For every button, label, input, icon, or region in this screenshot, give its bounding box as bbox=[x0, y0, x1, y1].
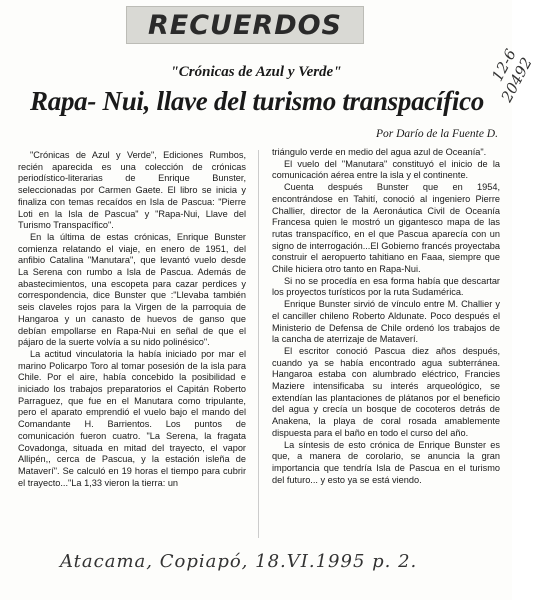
section-title: RECUERDOS bbox=[147, 9, 343, 41]
paragraph: "Crónicas de Azul y Verde", Ediciones Rumbos, recién aparecida es una colección de crónicas periodístico-literarias de Enrique Bunster, seleccionadas por Carmen Gaete. El libro se inicia y finaliza con temas recaídos en Isla de Pascua: "Pierre Loti en la Isla de Pascua" y "Rapa-Nui, Llave del Turismo Transpacífico". bbox=[18, 150, 246, 231]
paragraph: Enrique Bunster sirvió de vínculo entre M. Challier y el canciller chileno Roberto Aldunate. Poco después el Ministerio de Defensa de Chile ordenó los trabajos de la cancha de aterrizaje de Mataverí. bbox=[272, 299, 500, 345]
paragraph: El escritor conoció Pascua diez años después, cuando ya se había encontrado agua subterránea. Hangaroa estaba con alumbrado eléctrico, Francies Maziere intensificaba su interés arqueológico, se extendían las plantaciones de plátanos por el beneficio del agua y crecía un bosque de cocoteros detrás de Anakena, la playa de coral rosada amablemente dispuesta para el baño en todo el curso del año. bbox=[272, 345, 500, 438]
article-column-right bbox=[272, 147, 500, 542]
handwritten-note-top: 12-6 20492 bbox=[488, 46, 536, 106]
paragraph: triángulo verde en medio del agua azul de Oceanía". bbox=[272, 147, 487, 157]
paragraph: Si no se procedía en esa forma había que descartar los proyectos turísticos por la ruta Sudamérica. bbox=[272, 275, 500, 298]
paragraph: La actitud vinculatoria la había iniciado por mar el marino Policarpo Toro al tomar posesión de la isla para Chile. Por el aire, había concebido la posibilidad e iniciado los trabajos preparatorios el Capitán Roberto Parraguez, que fue en el Manutara como tripulante, pero el aparato emprendió el vuelo bajo el mando del Comandante H. Barrientos. Los puntos de comunicación fueron cuatro. "La Serena, la fragata Covadonga, situada en mitad del trayecto, el vapor Allipén,, cerca de Pascua, y la estación isleña de Mataverí". Se calculó en 19 horas el tiempo para cubrir el trayecto..."La 1,33 vieron la tierra: un bbox=[18, 348, 246, 488]
section-banner bbox=[126, 6, 364, 44]
article-headline: Rapa- Nui, llave del turismo transpacífico bbox=[30, 86, 484, 116]
handwritten-source-note: Atacama, Copiapó, 18.VI.1995 p. 2. bbox=[60, 551, 418, 572]
article-column-left bbox=[18, 150, 246, 538]
paragraph: La síntesis de esto crónica de Enrique Bunster es que, a manera de corolario, se anuncia la gran importancia que tendría Isla de Pascua en el turismo del futuro... y esto ya se está viendo. bbox=[272, 439, 500, 485]
paragraph: El vuelo del "Manutara" constituyó el inicio de la comunicación aérea entre la isla y el continente. bbox=[272, 158, 500, 181]
paragraph: En la última de estas crónicas, Enrique Bunster comienza relatando el viaje, en enero de 1951, del anfibio Catalina "Manutara", que levantó vuelo desde La Serena con rumbo a Isla de Pascua. Además de abastecimientos, una escopeta para cazar perdices y correspondencia, dice Bunster que :"Llevaba también seis claveles rojos para la Virgen de la parroquia de Hangaroa y un canasto de huevos de ganso que debían empollarse en Rapa-Nui en señal de que el pájaro de la suerte volvía a su nido polinésico". bbox=[18, 231, 246, 348]
column-divider bbox=[258, 150, 259, 538]
series-title: "Crónicas de Azul y Verde" bbox=[170, 64, 342, 80]
article-byline: Por Darío de la Fuente D. bbox=[375, 128, 498, 140]
paragraph: Cuenta después Bunster que en 1954, encontrándose en Tahití, conoció al ingeniero Pierre Challier, director de la Aeronáutica Civil de Oceanía Francesa quien le mostró un gigantesco mapa de las rutas transpacífico, en el que Pascua aparecía con un signo de interrogación...El Gobierno francés proyectaba construir el aeropuerto tahitiano en Faaa, siempre que Chile hiciera otro tanto en Rapa-Nui. bbox=[272, 182, 500, 275]
